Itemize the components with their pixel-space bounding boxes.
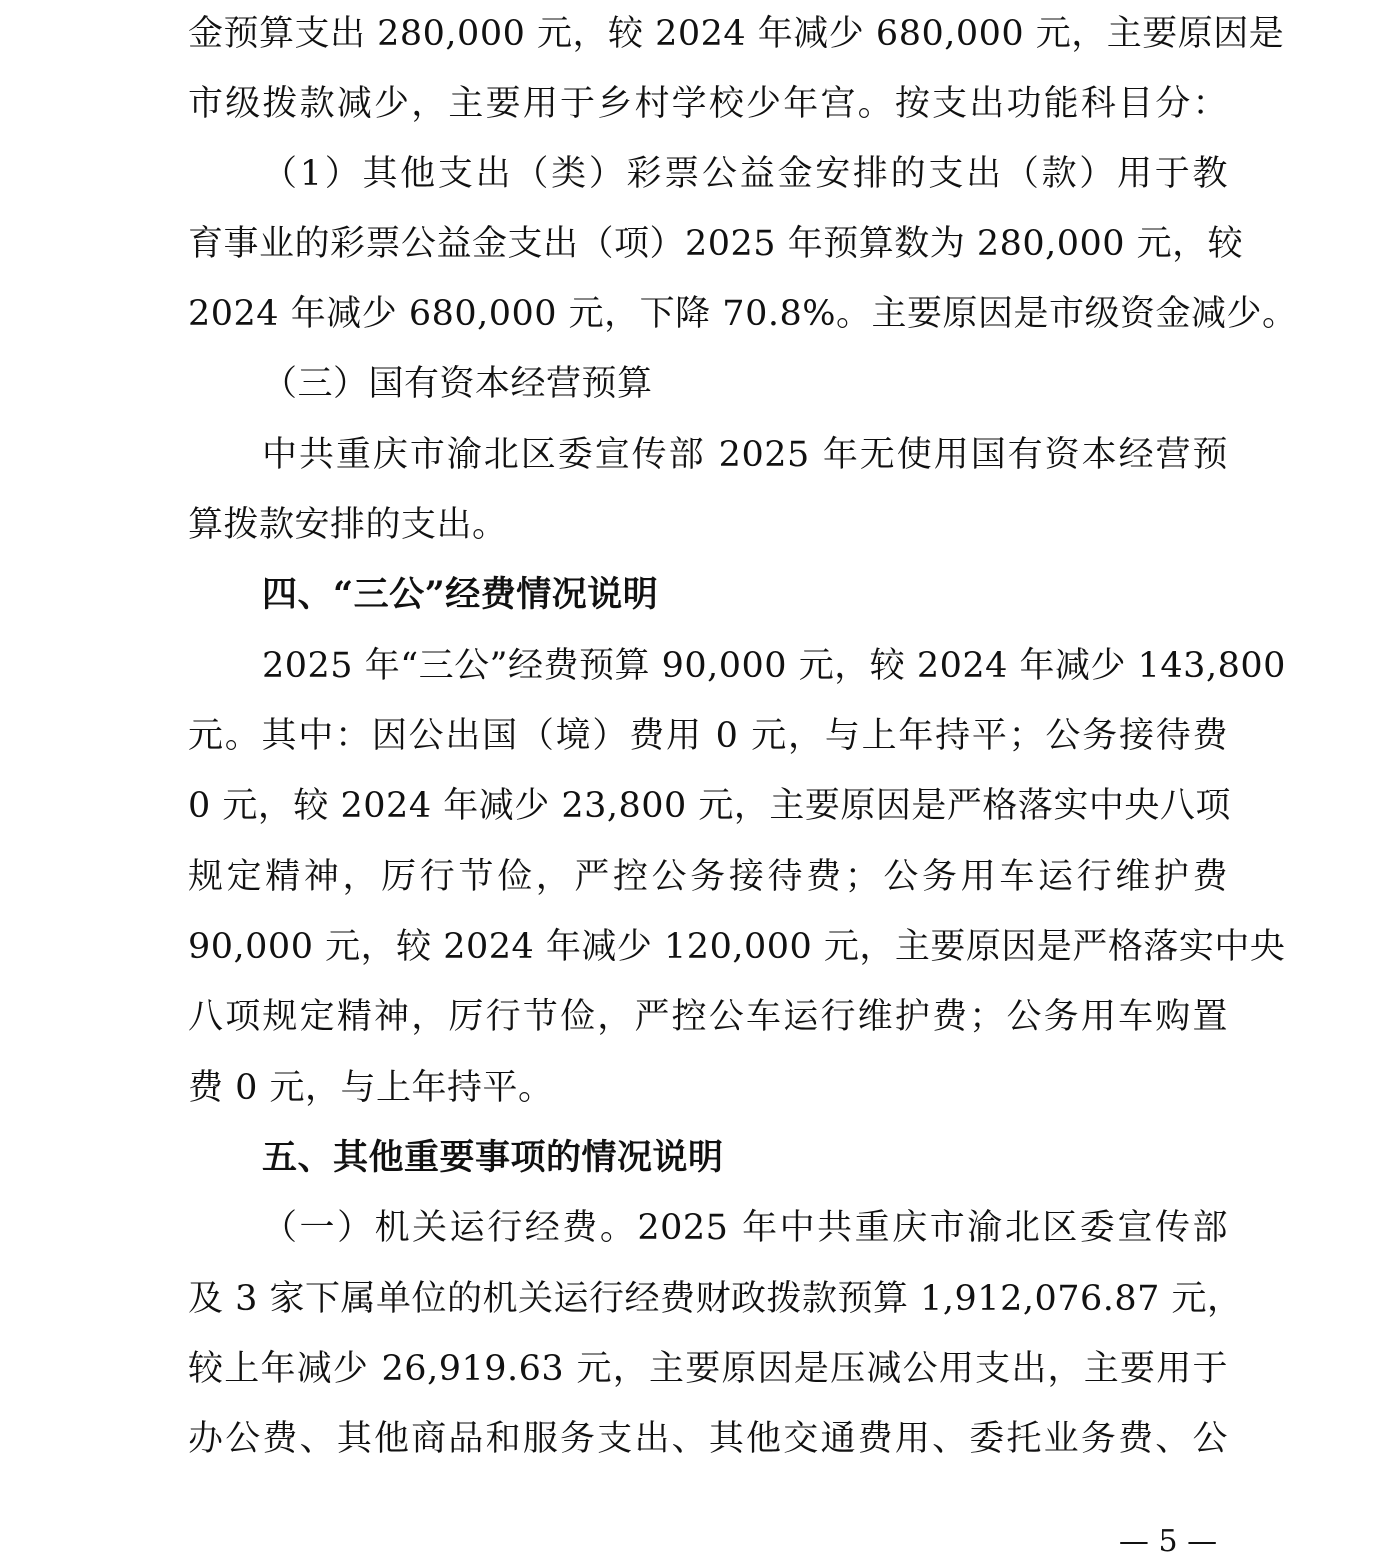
text-line-7: 中共重庆市渝北区委宣传部 2025 年无使用国有资本经营预 <box>262 435 1228 475</box>
text-line-21: 办公费、其他商品和服务支出、其他交通费用、委托业务费、公 <box>188 1419 1228 1459</box>
text-line-14: 90,000 元，较 2024 年减少 120,000 元，主要原因是严格落实中央 <box>188 927 1286 967</box>
text-line-11: 元。其中：因公出国（境）费用 0 元，与上年持平；公务接待费 <box>188 716 1228 756</box>
subheading-state-capital-budget: （三）国有资本经营预算 <box>262 364 653 404</box>
text-line-2: 市级拨款减少，主要用于乡村学校少年宫。按支出功能科目分： <box>188 84 1228 124</box>
text-line-4: 育事业的彩票公益金支出（项）2025 年预算数为 280,000 元，较 <box>188 224 1244 264</box>
text-line-16: 费 0 元，与上年持平。 <box>188 1068 554 1108</box>
page-number: — 5 — <box>1118 1524 1218 1559</box>
text-line-13: 规定精神，厉行节俭，严控公务接待费；公务用车运行维护费 <box>188 857 1228 897</box>
text-line-8: 算拨款安排的支出。 <box>188 505 508 545</box>
heading-other-important-matters: 五、其他重要事项的情况说明 <box>262 1137 724 1178</box>
text-line-12: 0 元，较 2024 年减少 23,800 元，主要原因是严格落实中央八项 <box>188 786 1231 826</box>
text-line-1: 金预算支出 280,000 元，较 2024 年减少 680,000 元，主要原因是 <box>188 14 1285 54</box>
text-line-19: 及 3 家下属单位的机关运行经费财政拨款预算 1,912,076.87 元， <box>188 1279 1243 1319</box>
text-line-5: 2024 年减少 680,000 元，下降 70.8%。主要原因是市级资金减少。 <box>188 294 1298 334</box>
text-line-15: 八项规定精神，厉行节俭，严控公车运行维护费；公务用车购置 <box>188 997 1228 1037</box>
text-line-10: 2025 年“三公”经费预算 90,000 元，较 2024 年减少 143,800 <box>262 646 1286 686</box>
heading-three-public-expenses: 四、“三公”经费情况说明 <box>262 574 659 615</box>
text-line-3: （1）其他支出（类）彩票公益金安排的支出（款）用于教 <box>262 154 1228 194</box>
text-line-20: 较上年减少 26,919.63 元，主要原因是压减公用支出，主要用于 <box>188 1349 1228 1389</box>
text-line-18: （一）机关运行经费。2025 年中共重庆市渝北区委宣传部 <box>262 1208 1228 1248</box>
